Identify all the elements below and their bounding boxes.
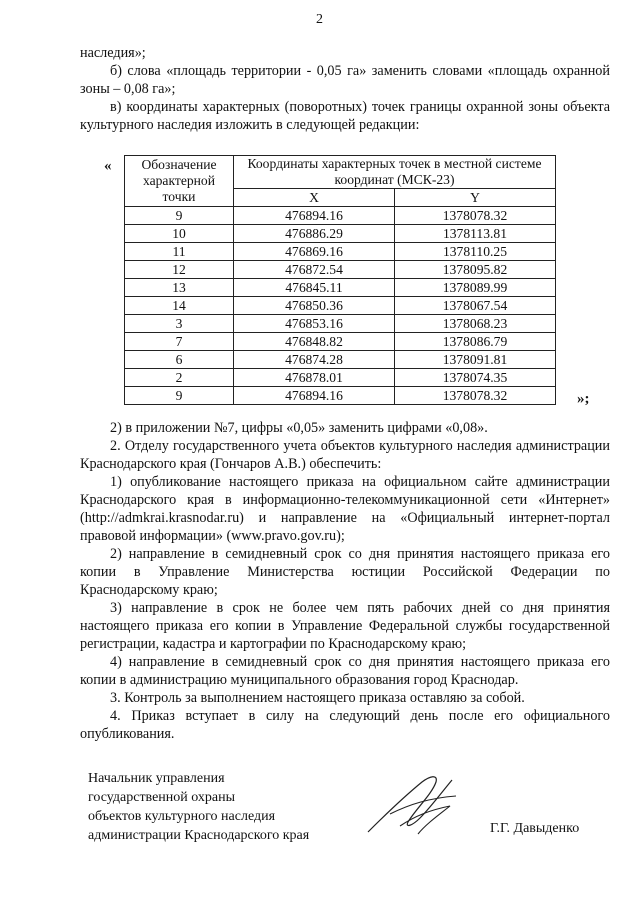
paragraph-2-2: 2) направление в семидневный срок со дня принятия настоящего приказа его копии в Управление Министерства юстиции Российской Федерации по Краснодарскому краю;: [80, 546, 610, 598]
table-row: [125, 207, 556, 225]
cell-point: 11: [125, 243, 234, 261]
header-y: Y: [395, 189, 556, 207]
item-b: б) слова «площадь территории - 0,05 га» заменить словами «площадь охранной зоны – 0,08 га»;: [80, 63, 610, 97]
cell-y: 1378068.23: [395, 315, 556, 333]
cell-x: 476848.82: [234, 333, 395, 351]
table-row: [125, 387, 556, 405]
header-point: Обозначение характерной точки: [125, 156, 234, 207]
paragraph-2: 2. Отделу государственного учета объектов культурного наследия администрации Краснодарского края (Гончаров А.В.) обеспечить:: [80, 438, 610, 472]
table-row: [125, 369, 556, 387]
closing-quote: »;: [577, 391, 590, 407]
signatory-line-1: Начальник управления: [88, 771, 225, 786]
cell-point: 9: [125, 387, 234, 405]
cell-x: 476894.16: [234, 207, 395, 225]
coordinates-table: [124, 155, 556, 405]
cell-y: 1378113.81: [395, 225, 556, 243]
header-x: X: [234, 189, 395, 207]
cell-point: 9: [125, 207, 234, 225]
cell-y: 1378067.54: [395, 297, 556, 315]
cell-x: 476869.16: [234, 243, 395, 261]
paragraph-4: 4. Приказ вступает в силу на следующий день после его официального опубликования.: [80, 708, 610, 742]
main-text: [80, 419, 610, 743]
cell-x: 476894.16: [234, 387, 395, 405]
cell-point: 13: [125, 279, 234, 297]
cell-x: 476853.16: [234, 315, 395, 333]
cell-y: 1378078.32: [395, 207, 556, 225]
table-row: [125, 279, 556, 297]
table-row: [125, 333, 556, 351]
cell-y: 1378074.35: [395, 369, 556, 387]
cell-point: 12: [125, 261, 234, 279]
table-row: [125, 351, 556, 369]
cell-point: 2: [125, 369, 234, 387]
coordinates-body: [125, 207, 556, 405]
page-number: 2: [316, 12, 323, 27]
cell-y: 1378086.79: [395, 333, 556, 351]
cell-point: 3: [125, 315, 234, 333]
signatory-line-3: объектов культурного наследия: [88, 809, 276, 824]
signatory-title: [88, 769, 309, 845]
signatory-line-4: администрации Краснодарского края: [88, 828, 310, 843]
cell-x: 476872.54: [234, 261, 395, 279]
cell-y: 1378089.99: [395, 279, 556, 297]
cell-x: 476886.29: [234, 225, 395, 243]
table-row: [125, 225, 556, 243]
cell-point: 10: [125, 225, 234, 243]
header-coords: Координаты характерных точек в местной системе координат (МСК-23): [234, 156, 556, 189]
table-row: [125, 261, 556, 279]
cell-x: 476874.28: [234, 351, 395, 369]
cell-y: 1378110.25: [395, 243, 556, 261]
intro-text: [80, 44, 610, 134]
table-row: [125, 243, 556, 261]
cell-x: 476845.11: [234, 279, 395, 297]
cell-point: 6: [125, 351, 234, 369]
cell-point: 14: [125, 297, 234, 315]
handwritten-signature: [360, 770, 470, 840]
paragraph-2-1: 1) опубликование настоящего приказа на официальном сайте администрации Краснодарского края в информационно-телекоммуникационной сети «Интернет» (http://admkrai.krasnodar.ru) и направление на «Официальный интернет-портал правовой информации» (www.pravo.gov.ru);: [80, 474, 610, 544]
intro-continuation: наследия»;: [80, 45, 146, 61]
cell-y: 1378095.82: [395, 261, 556, 279]
paragraph-annex7: 2) в приложении №7, цифры «0,05» заменить цифрами «0,08».: [110, 420, 488, 436]
signatory-line-2: государственной охраны: [88, 790, 236, 805]
paragraph-2-4: 4) направление в семидневный срок со дня принятия настоящего приказа его копии в администрацию муниципального образования город Краснодар.: [80, 654, 610, 688]
cell-y: 1378078.32: [395, 387, 556, 405]
table-row: [125, 315, 556, 333]
opening-quote: «: [104, 158, 112, 174]
cell-y: 1378091.81: [395, 351, 556, 369]
cell-x: 476850.36: [234, 297, 395, 315]
cell-x: 476878.01: [234, 369, 395, 387]
paragraph-2-3: 3) направление в срок не более чем пять рабочих дней со дня принятия настоящего приказа его копии в Управление Федеральной службы государственной регистрации, кадастра и картографии по Краснодарскому краю;: [80, 600, 610, 652]
paragraph-3: 3. Контроль за выполнением настоящего приказа оставляю за собой.: [110, 690, 525, 706]
table-row: [125, 297, 556, 315]
item-v: в) координаты характерных (поворотных) точек границы охранной зоны объекта культурного наследия изложить в следующей редакции:: [80, 99, 610, 133]
signatory-name: Г.Г. Давыденко: [490, 821, 580, 836]
cell-point: 7: [125, 333, 234, 351]
